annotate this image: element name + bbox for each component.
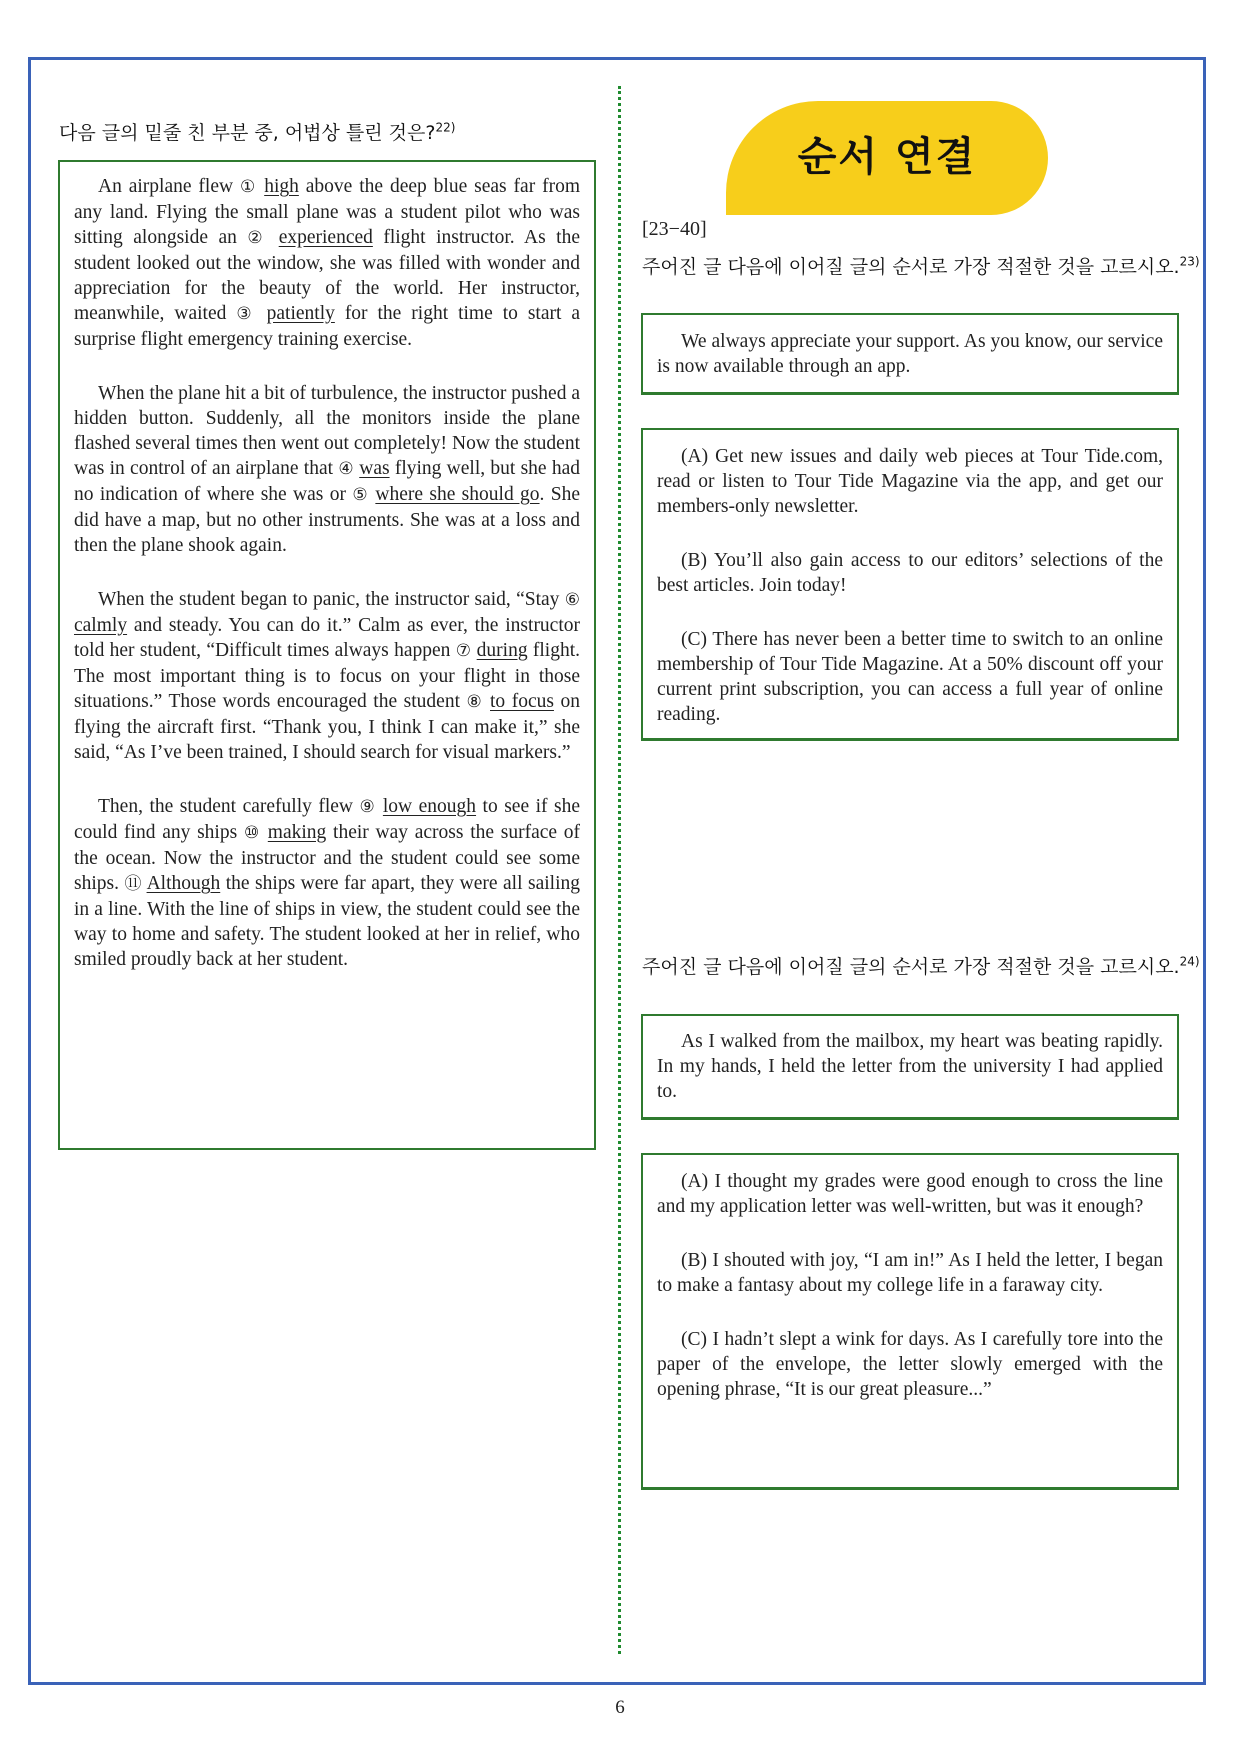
passage-text: the ships were far apart, they were all sailing in a line. With the line of ships in view, the student could see the way to home and safety. The student looked at her in relief, who smiled proudly back at her student. xyxy=(74,873,580,970)
question-prompt-text: 주어진 글 다음에 이어질 글의 순서로 가장 적절한 것을 고르시오. xyxy=(642,256,1180,278)
option-c: (C) There has never been a better time to switch to an online membership of Tour Tide Magazine. At a 50% discount off your current print subscription, you can access a full year of online reading. xyxy=(657,629,1163,725)
passage-paragraph-2 xyxy=(74,381,580,558)
given-text: As I walked from the mailbox, my heart was beating rapidly. In my hands, I held the letter from the university I had applied to. xyxy=(657,1031,1163,1102)
underlined-choice-3: patiently xyxy=(266,303,335,324)
choice-number: ① xyxy=(240,177,258,197)
passage-text: An airplane flew xyxy=(98,176,240,197)
choice-number: ⑥ xyxy=(564,590,580,610)
choice-number: ⑨ xyxy=(359,797,377,817)
page-number: 6 xyxy=(615,1697,625,1718)
question-22-prompt xyxy=(59,120,599,146)
passage-text: and steady. You can do it.” Calm as ever, the instructor told her student, “Difficult times always happen xyxy=(74,615,580,661)
question-23-given-box xyxy=(641,313,1179,395)
underlined-choice-1: high xyxy=(264,176,299,197)
underlined-choice-10: making xyxy=(267,822,327,843)
question-prompt-text: 주어진 글 다음에 이어질 글의 순서로 가장 적절한 것을 고르시오. xyxy=(642,956,1180,978)
passage-text: above the deep blue seas far from any land. Flying the small plane was a student pilot who was sitting alongside an xyxy=(74,176,580,248)
question-24-prompt xyxy=(642,954,1200,980)
choice-number: ③ xyxy=(236,304,257,324)
underlined-choice-8: to focus xyxy=(490,691,554,712)
underlined-choice-9: low enough xyxy=(382,796,477,817)
passage-text: flight. The most important thing is to focus on your flight in those situations.” Those words encouraged the student xyxy=(74,640,581,712)
option-a: (A) I thought my grades were good enough to cross the line and my application letter was well-written, but was it enough? xyxy=(657,1171,1163,1217)
underlined-choice-6: calmly xyxy=(74,615,128,636)
passage-paragraph-1 xyxy=(74,174,580,352)
option-a: (A) Get new issues and daily web pieces at Tour Tide.com, read or listen to Tour Tide Magazine via the app, and get our members-only newsletter. xyxy=(657,446,1163,517)
passage-text: Then, the student carefully flew xyxy=(98,796,360,817)
choice-number: ⑦ xyxy=(455,641,472,661)
passage-text: their way across the surface of the ocean. Now the instructor and the student could see some ships. xyxy=(74,822,581,894)
question-24-given-box xyxy=(641,1014,1179,1120)
option-c: (C) I hadn’t slept a wink for days. As I carefully tore into the paper of the envelope, the letter slowly emerged with the opening phrase, “It is our great pleasure...” xyxy=(657,1329,1163,1400)
passage-text: on flying the aircraft first. “Thank you, I think I can make it,” she said, “As I’ve been trained, I should search for visual markers.” xyxy=(74,691,580,763)
section-title: 순서 연결 xyxy=(797,134,977,180)
choice-number: ⑤ xyxy=(352,485,370,505)
choice-number: ④ xyxy=(338,459,354,479)
passage-text: flying well, but she had no indication of where she was or xyxy=(74,458,581,505)
passage-text: for the right time to start a surprise flight emergency training exercise. xyxy=(74,303,581,350)
choice-number: ② xyxy=(247,228,269,248)
underlined-choice-2: experienced xyxy=(278,227,373,248)
passage-text: When the student began to panic, the instructor said, “Stay xyxy=(98,589,565,610)
question-24-options-box xyxy=(641,1153,1179,1490)
question-23-prompt xyxy=(642,254,1200,280)
column-divider xyxy=(618,86,621,1654)
underlined-choice-4: was xyxy=(359,458,390,479)
question-23-options-box xyxy=(641,428,1179,741)
underlined-choice-7: during xyxy=(476,640,528,661)
question-prompt-text: 다음 글의 밑줄 친 부분 중, 어법상 틀린 것은? xyxy=(59,122,436,144)
footnote-marker: 23) xyxy=(1179,254,1200,269)
question-range: [23−40] xyxy=(642,218,707,240)
question-22-passage-box xyxy=(58,160,596,1150)
underlined-choice-5: where she should go xyxy=(375,484,540,505)
option-b: (B) You’ll also gain access to our editors’ selections of the best articles. Join today! xyxy=(657,550,1163,596)
passage-text: . She did have a map, but no other instruments. She was at a loss and then the plane shook again. xyxy=(74,484,581,556)
choice-number: ⑩ xyxy=(243,823,262,843)
option-b: (B) I shouted with joy, “I am in!” As I held the letter, I began to make a fantasy about my college life in a faraway city. xyxy=(657,1250,1163,1296)
given-text: We always appreciate your support. As you know, our service is now available through an app. xyxy=(657,331,1163,377)
passage-paragraph-3 xyxy=(74,587,580,765)
footnote-marker: 24) xyxy=(1179,954,1200,969)
passage-paragraph-4 xyxy=(74,794,580,972)
passage-text: to see if she could find any ships xyxy=(74,796,581,843)
footnote-marker: 22) xyxy=(435,120,456,135)
underlined-choice-11: Although xyxy=(146,873,221,894)
choice-number: ⑪ xyxy=(124,874,143,894)
choice-number: ⑧ xyxy=(466,692,484,712)
passage-text: When the plane hit a bit of turbulence, the instructor pushed a hidden button. Suddenly, all the monitors inside the plane flashed several times then went out completely! Now the student was in control of an airplane that xyxy=(74,383,580,479)
passage-text: flight instructor. As the student looked out the window, she was filled with wonder and appreciation for the beauty of the world. Her instructor, meanwhile, waited xyxy=(74,227,580,324)
section-banner xyxy=(726,101,1048,215)
